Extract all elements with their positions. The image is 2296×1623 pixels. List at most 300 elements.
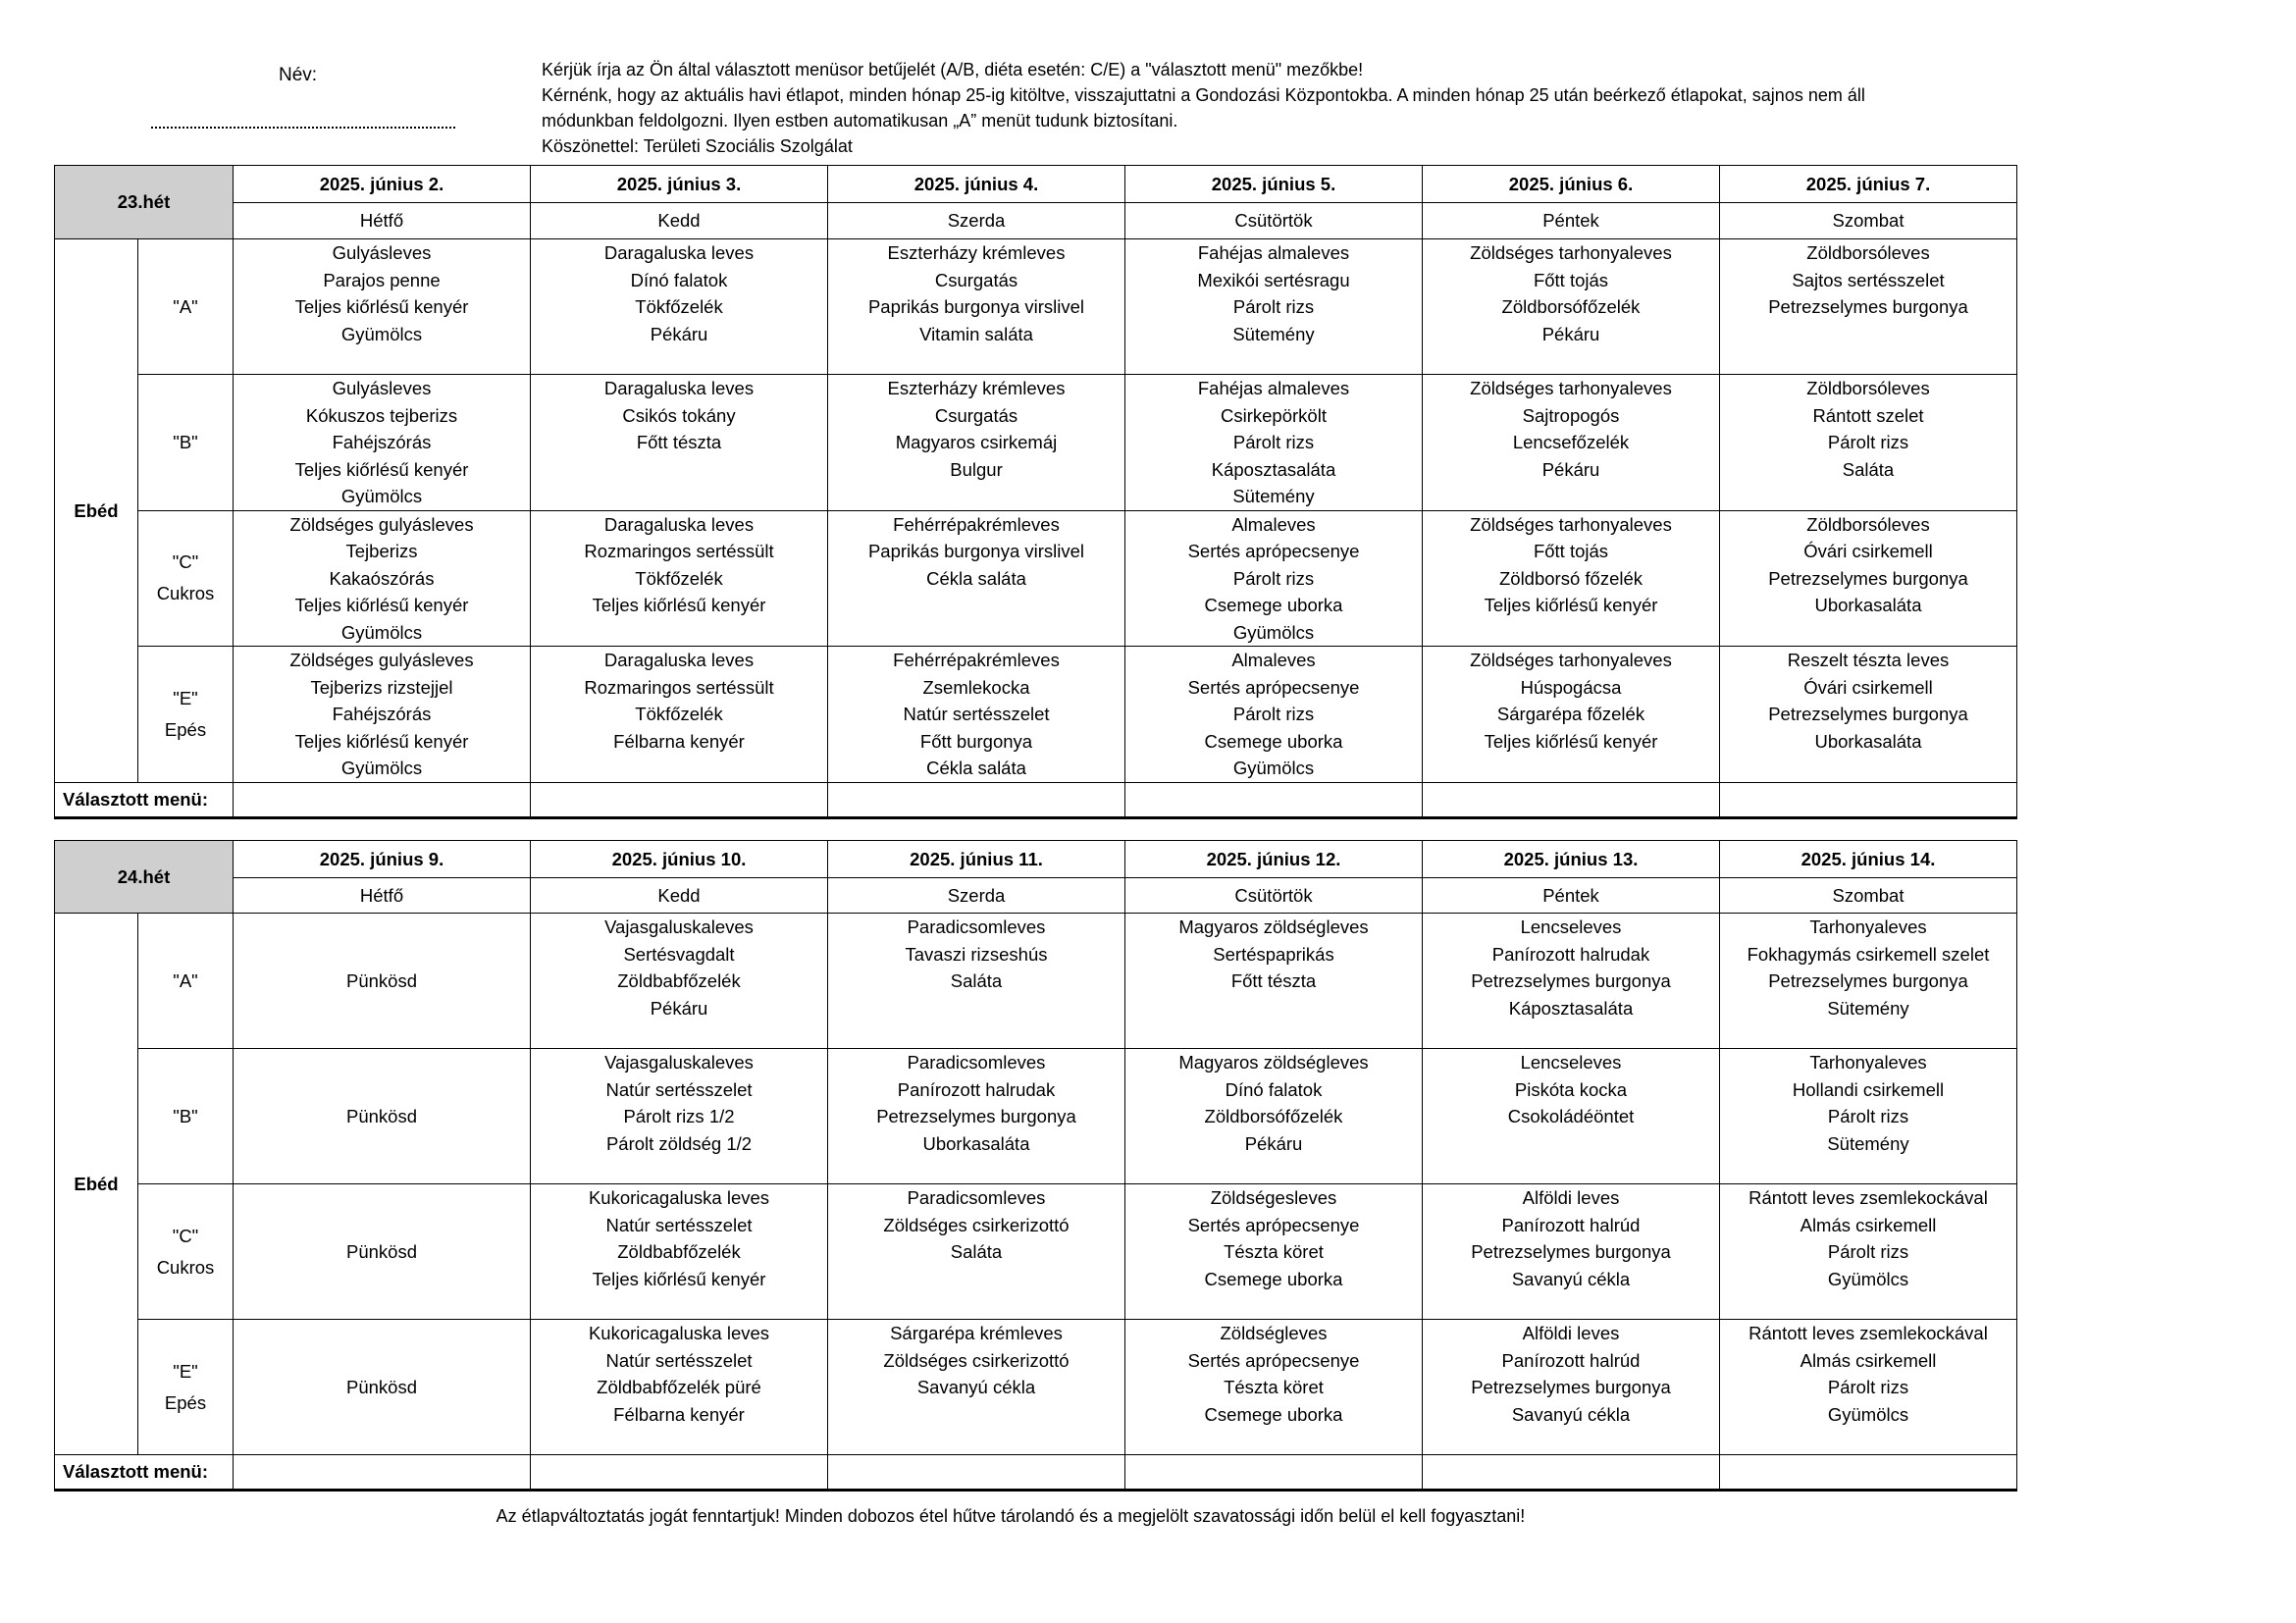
day-header: Péntek (1423, 878, 1720, 914)
dish: Kukoricagaluska leves (588, 1323, 770, 1343)
date-header: 2025. június 11. (828, 841, 1125, 878)
date-header: 2025. június 3. (531, 166, 828, 203)
day-header: Csütörtök (1125, 203, 1423, 239)
dish: Lencsefőzelék (1512, 432, 1630, 452)
dish: Zöldséges csirkerizottó (883, 1349, 1070, 1371)
day-header: Szerda (828, 878, 1125, 914)
dish: Zöldséges gulyásleves (289, 650, 474, 670)
dish: Sütemény (1232, 323, 1315, 344)
menu-cell (1423, 914, 1720, 1049)
dish: Paprikás burgonya virslivel (867, 296, 1085, 317)
holiday-text: Pünkösd (346, 1240, 417, 1262)
variant-letter: "C" (172, 551, 199, 573)
dish: Csokoládéöntet (1507, 1106, 1635, 1126)
menu-cell (234, 375, 531, 511)
menu-cell (1125, 1049, 1423, 1184)
dish: Sajtropogós (1522, 404, 1620, 426)
dish: Zöldséges csirkerizottó (883, 1214, 1070, 1235)
day-header: Kedd (531, 878, 828, 914)
chosen-menu-row (55, 1455, 2017, 1491)
menu-cell (1125, 1184, 1423, 1320)
menu-cell (234, 239, 531, 375)
menu-row-c (55, 510, 2017, 647)
day-header: Szombat (1720, 203, 2017, 239)
dish: Pékáru (1541, 323, 1600, 344)
dish: Pékáru (650, 323, 708, 344)
menu-cell (828, 239, 1125, 375)
menu-cell (234, 1320, 531, 1455)
chosen-menu-field[interactable] (1125, 782, 1423, 817)
dish: Vajasgaluskaleves (604, 1052, 754, 1073)
date-header: 2025. június 2. (234, 166, 531, 203)
menu-variant-label (138, 510, 234, 647)
dish: Rántott szelet (1812, 404, 1924, 426)
dish: Fokhagymás csirkemell szelet (1747, 943, 1990, 965)
dish: Sertés aprópecsenye (1187, 541, 1360, 561)
dish: Sütemény (1232, 486, 1315, 506)
menu-cell (1125, 1320, 1423, 1455)
variant-diet: Cukros (156, 1256, 215, 1278)
dish: Savanyú cékla (916, 1377, 1036, 1397)
dish: Cékla saláta (926, 758, 1026, 778)
menu-variant-label (138, 1320, 234, 1455)
menu-row-a (55, 239, 2017, 375)
dish: Fahéjszórás (332, 704, 432, 724)
menu-cell (234, 1184, 531, 1320)
dish: Petrezselymes burgonya (1768, 296, 1968, 317)
menu-row-a (55, 914, 2017, 1049)
menu-cell (531, 510, 828, 647)
holiday-text: Pünkösd (346, 969, 417, 991)
dish: Tarhonyaleves (1809, 1052, 1927, 1073)
dish: Párolt rizs (1827, 1241, 1909, 1262)
variant-letter: "C" (172, 1225, 199, 1246)
chosen-menu-field[interactable] (828, 1455, 1125, 1491)
menu-variant-label (138, 647, 234, 783)
dish: Gyümölcs (1232, 621, 1315, 643)
dish: Fahéjszórás (332, 432, 432, 452)
variant-letter: "B" (173, 431, 198, 452)
dish: Gyümölcs (340, 486, 423, 506)
dish: Húspogácsa (1520, 676, 1622, 698)
dish: Petrezselymes burgonya (1471, 1377, 1671, 1397)
dish: Lencseleves (1520, 916, 1622, 937)
variant-letter: "A" (173, 969, 198, 991)
date-header: 2025. június 10. (531, 841, 828, 878)
chosen-menu-label: Választott menü: (55, 782, 234, 817)
dish: Sütemény (1827, 1132, 1909, 1154)
dish: Lencseleves (1520, 1052, 1622, 1073)
dish: Gyümölcs (1827, 1268, 1909, 1289)
instruction-line: módunkban feldolgozni. Ilyen estben automatikusan „A” menüt tudunk biztosítani. (542, 111, 1178, 131)
menu-cell (1423, 1049, 1720, 1184)
dish: Paradicsomleves (907, 1187, 1046, 1208)
dish: Daragaluska leves (603, 650, 755, 670)
dish: Gyümölcs (340, 621, 423, 643)
dish: Párolt rizs (1827, 1106, 1909, 1126)
dish: Paradicsomleves (907, 916, 1046, 937)
dish: Petrezselymes burgonya (876, 1106, 1076, 1126)
day-header: Hétfő (234, 878, 531, 914)
dish: Tarhonyaleves (1809, 916, 1927, 937)
menu-cell (1423, 239, 1720, 375)
dish: Csikós tokány (622, 404, 736, 426)
menu-row-b (55, 1049, 2017, 1184)
dish: Pékáru (650, 997, 708, 1019)
dish: Saláta (950, 1241, 1003, 1262)
dish: Zöldséges tarhonyaleves (1470, 650, 1672, 670)
dish: Paradicsomleves (907, 1052, 1046, 1073)
week-label: 24.hét (55, 841, 234, 914)
menu-cell (531, 375, 828, 511)
dish: Tészta köret (1224, 1241, 1324, 1262)
dish: Gyümölcs (340, 323, 423, 344)
dish: Saláta (1842, 458, 1895, 480)
dish: Zöldséges tarhonyaleves (1470, 242, 1672, 263)
dish: Zöldborsóleves (1806, 513, 1930, 535)
variant-diet: Cukros (156, 583, 215, 604)
dish: Gyümölcs (340, 758, 423, 778)
holiday-text: Pünkösd (346, 1105, 417, 1126)
dish: Tejberizs (345, 541, 418, 561)
date-header: 2025. június 12. (1125, 841, 1423, 878)
dish: Teljes kiőrlésű kenyér (294, 595, 469, 615)
week-24-table (54, 840, 2017, 1492)
dish: Daragaluska leves (603, 513, 755, 535)
dish: Petrezselymes burgonya (1471, 970, 1671, 991)
variant-letter: "E" (173, 687, 198, 708)
dish: Párolt rizs (1232, 704, 1315, 724)
dish: Sertésvagdalt (623, 943, 735, 965)
dish: Eszterházy krémleves (887, 242, 1066, 263)
dish: Rozmaringos sertéssült (584, 676, 774, 698)
footer-note: Az étlapváltoztatás jogát fenntartjuk! Minden dobozos étel hűtve tárolandó és a megjelölt szavatossági időn belül el kell fogyasztani! (496, 1506, 1526, 1526)
dish: Panírozott halrúd (1501, 1214, 1641, 1235)
dish: Fehérrépakrémleves (893, 650, 1060, 670)
menu-row-e (55, 647, 2017, 783)
instruction-line: Kérjük írja az Ön által választott menüsor betűjelét (A/B, diéta esetén: C/E) a "választott menü" mezőkbe! (542, 60, 1364, 79)
dish: Gyümölcs (1827, 1403, 1909, 1425)
chosen-menu-field[interactable] (531, 782, 828, 817)
dish: Dínó falatok (630, 269, 728, 290)
dish: Bulgur (950, 458, 1003, 480)
dish: Csemege uborka (1204, 730, 1343, 752)
menu-cell (1720, 1184, 2017, 1320)
dish: Teljes kiőrlésű kenyér (592, 1268, 766, 1289)
dish: Zöldborsóleves (1806, 242, 1930, 263)
dish: Káposztasaláta (1211, 458, 1336, 480)
chosen-menu-label: Választott menü: (55, 1455, 234, 1491)
dish: Párolt rizs (1232, 567, 1315, 589)
dish: Natúr sertésszelet (903, 704, 1050, 724)
chosen-menu-field[interactable] (531, 1455, 828, 1491)
dish: Félbarna kenyér (613, 730, 745, 752)
dish: Teljes kiőrlésű kenyér (592, 595, 766, 615)
dish: Piskóta kocka (1514, 1078, 1628, 1100)
menu-cell (531, 239, 828, 375)
dish: Rántott leves zsemlekockával (1748, 1187, 1988, 1208)
dish: Daragaluska leves (603, 242, 755, 263)
dish: Zöldborsófőzelék (1204, 1106, 1343, 1126)
day-header: Kedd (531, 203, 828, 239)
menu-cell (1423, 647, 1720, 783)
dish: Sertéspaprikás (1213, 943, 1334, 965)
date-header: 2025. június 9. (234, 841, 531, 878)
dish: Tökfőzelék (635, 567, 723, 589)
menu-cell (234, 1049, 531, 1184)
instruction-line: Köszönettel: Területi Szociális Szolgálat (542, 136, 853, 156)
dish: Tökfőzelék (635, 704, 723, 724)
dish: Gulyásleves (332, 242, 432, 263)
dish: Párolt rizs (1232, 296, 1315, 317)
dish: Csirkepörkölt (1221, 404, 1327, 426)
dish: Főtt tészta (636, 432, 722, 452)
dish: Petrezselymes burgonya (1768, 567, 1968, 589)
chosen-menu-field[interactable] (234, 1455, 531, 1491)
instructions (542, 57, 1994, 159)
dish: Natúr sertésszelet (605, 1214, 753, 1235)
holiday-text: Pünkösd (346, 1376, 417, 1397)
dish: Panírozott halrudak (897, 1078, 1056, 1100)
dish: Gulyásleves (332, 378, 432, 398)
menu-variant-label (138, 1049, 234, 1184)
dish: Sütemény (1827, 997, 1909, 1019)
dish: Mexikói sertésragu (1197, 269, 1350, 290)
menu-variant-label (138, 914, 234, 1049)
dish: Teljes kiőrlésű kenyér (294, 296, 469, 317)
meal-label: Ebéd (55, 239, 138, 783)
dish: Főtt tojás (1533, 541, 1609, 561)
dish: Fehérrépakrémleves (893, 513, 1060, 535)
dish: Parajos penne (323, 269, 441, 290)
dish: Teljes kiőrlésű kenyér (1484, 595, 1658, 615)
variant-diet: Epés (164, 718, 207, 740)
dish: Csurgatás (934, 269, 1018, 290)
dish: Eszterházy krémleves (887, 378, 1066, 398)
chosen-menu-field[interactable] (1720, 1455, 2017, 1491)
dish: Zsemlekocka (922, 676, 1030, 698)
chosen-menu-field[interactable] (1720, 782, 2017, 817)
menu-cell (828, 1184, 1125, 1320)
meal-label: Ebéd (55, 914, 138, 1455)
dish: Almaleves (1231, 513, 1316, 535)
dish: Uborkasaláta (922, 1132, 1030, 1154)
menu-cell (1423, 510, 1720, 647)
variant-diet: Epés (164, 1391, 207, 1413)
dish: Zöldséges tarhonyaleves (1470, 378, 1672, 398)
date-header: 2025. június 4. (828, 166, 1125, 203)
dish: Savanyú cékla (1511, 1403, 1631, 1425)
dish: Zöldbabfőzelék (617, 970, 741, 991)
dish: Petrezselymes burgonya (1768, 704, 1968, 724)
dish: Sertés aprópecsenye (1187, 1214, 1360, 1235)
menu-cell (828, 375, 1125, 511)
menu-cell (828, 1320, 1125, 1455)
dish: Panírozott halrudak (1491, 943, 1650, 965)
dish: Rozmaringos sertéssült (584, 541, 774, 561)
dish: Zöldséges gulyásleves (289, 513, 474, 535)
dish: Zöldborsó főzelék (1498, 567, 1644, 589)
menu-variant-label (138, 1184, 234, 1320)
dish: Csemege uborka (1204, 1268, 1343, 1289)
instruction-line: Kérnénk, hogy az aktuális havi étlapot, minden hónap 25-ig kitöltve, visszajuttatni a Gondozási Központokba. A minden hónap 25 után beérkező étlapokat, sajnos nem áll (542, 85, 1865, 105)
dish: Teljes kiőrlésű kenyér (294, 458, 469, 480)
dish: Savanyú cékla (1511, 1268, 1631, 1289)
dish: Almás csirkemell (1800, 1214, 1937, 1235)
menu-row-c (55, 1184, 2017, 1320)
menu-row-e (55, 1320, 2017, 1455)
dish: Uborkasaláta (1814, 595, 1922, 615)
menu-cell (1720, 239, 2017, 375)
dish: Csurgatás (934, 404, 1018, 426)
chosen-menu-field[interactable] (1423, 1455, 1720, 1491)
dish: Sajtos sertésszelet (1792, 269, 1945, 290)
dish: Óvári csirkemell (1803, 541, 1933, 561)
date-header: 2025. június 6. (1423, 166, 1720, 203)
dish: Almás csirkemell (1800, 1349, 1937, 1371)
dish: Fahéjas almaleves (1197, 378, 1350, 398)
menu-cell (531, 1320, 828, 1455)
dish: Fahéjas almaleves (1197, 242, 1350, 263)
name-label: Név: (279, 65, 318, 85)
dish: Petrezselymes burgonya (1768, 970, 1968, 991)
variant-letter: "E" (173, 1360, 198, 1382)
dish: Pékáru (1541, 458, 1600, 480)
menu-variant-label (138, 375, 234, 511)
dish: Párolt rizs 1/2 (623, 1106, 735, 1126)
chosen-menu-field[interactable] (828, 782, 1125, 817)
date-header: 2025. június 13. (1423, 841, 1720, 878)
menu-cell (531, 1049, 828, 1184)
date-header: 2025. június 5. (1125, 166, 1423, 203)
dish: Párolt zöldség 1/2 (605, 1132, 753, 1154)
dish: Párolt rizs (1827, 432, 1909, 452)
dish: Magyaros zöldségleves (1178, 1052, 1369, 1073)
dish: Saláta (950, 970, 1003, 991)
dish: Vajasgaluskaleves (604, 916, 754, 937)
dish: Félbarna kenyér (613, 1403, 745, 1425)
dish: Dínó falatok (1225, 1078, 1323, 1100)
dish: Óvári csirkemell (1803, 676, 1933, 698)
name-field[interactable] (151, 126, 455, 129)
dish: Petrezselymes burgonya (1471, 1241, 1671, 1262)
dish: Vitamin saláta (919, 323, 1033, 344)
menu-variant-label (138, 239, 234, 375)
chosen-menu-field[interactable] (1125, 1455, 1423, 1491)
menu-cell (234, 510, 531, 647)
menu-cell (1125, 375, 1423, 511)
day-header: Szombat (1720, 878, 2017, 914)
day-header: Csütörtök (1125, 878, 1423, 914)
menu-cell (1423, 375, 1720, 511)
menu-cell (1423, 1184, 1720, 1320)
week-label: 23.hét (55, 166, 234, 239)
dish: Főtt tojás (1533, 269, 1609, 290)
dish: Zöldséges tarhonyaleves (1470, 513, 1672, 535)
menu-cell (1125, 647, 1423, 783)
dish: Tavaszi rizseshús (905, 943, 1048, 965)
menu-cell (234, 914, 531, 1049)
dish: Natúr sertésszelet (605, 1349, 753, 1371)
dish: Alföldi leves (1522, 1187, 1620, 1208)
dish: Káposztasaláta (1508, 997, 1634, 1019)
menu-cell (828, 1049, 1125, 1184)
dish: Párolt rizs (1827, 1377, 1909, 1397)
menu-cell (828, 914, 1125, 1049)
dish: Hollandi csirkemell (1792, 1078, 1945, 1100)
dish: Csemege uborka (1204, 1403, 1343, 1425)
menu-cell (1720, 914, 2017, 1049)
dish: Sertés aprópecsenye (1187, 1349, 1360, 1371)
menu-cell (1720, 375, 2017, 511)
day-header: Szerda (828, 203, 1125, 239)
dish: Csemege uborka (1204, 595, 1343, 615)
dish: Pékáru (1244, 1132, 1303, 1154)
dish: Zöldségesleves (1210, 1187, 1337, 1208)
dish: Sárgarépa főzelék (1496, 704, 1645, 724)
menu-cell (1125, 510, 1423, 647)
dish: Főtt burgonya (919, 730, 1033, 752)
menu-cell (1125, 239, 1423, 375)
dish: Sertés aprópecsenye (1187, 676, 1360, 698)
menu-cell (531, 647, 828, 783)
dish: Teljes kiőrlésű kenyér (294, 730, 469, 752)
day-header: Hétfő (234, 203, 531, 239)
chosen-menu-field[interactable] (1423, 782, 1720, 817)
menu-cell (1720, 1049, 2017, 1184)
dish: Magyaros zöldségleves (1178, 916, 1369, 937)
dish: Teljes kiőrlésű kenyér (1484, 730, 1658, 752)
dish: Főtt tészta (1230, 970, 1317, 991)
menu-cell (531, 1184, 828, 1320)
menu-cell (234, 647, 531, 783)
menu-cell (1720, 510, 2017, 647)
variant-letter: "A" (173, 295, 198, 317)
dish: Rántott leves zsemlekockával (1748, 1323, 1988, 1343)
dish: Tejberizs rizstejjel (310, 676, 453, 698)
dish: Gyümölcs (1232, 758, 1315, 778)
menu-cell (1423, 1320, 1720, 1455)
dish: Alföldi leves (1522, 1323, 1620, 1343)
menu-cell (1125, 914, 1423, 1049)
dish: Tészta köret (1224, 1377, 1324, 1397)
menu-cell (828, 647, 1125, 783)
date-header: 2025. június 14. (1720, 841, 2017, 878)
dish: Kakaószórás (329, 567, 435, 589)
dish: Zöldbabfőzelék püré (597, 1377, 761, 1397)
dish: Zöldborsófőzelék (1501, 296, 1641, 317)
dish: Sárgarépa krémleves (890, 1323, 1063, 1343)
menu-cell (1720, 1320, 2017, 1455)
menu-row-b (55, 375, 2017, 511)
dish: Zöldbabfőzelék (617, 1241, 741, 1262)
menu-cell (531, 914, 828, 1049)
dish: Paprikás burgonya virslivel (867, 541, 1085, 561)
dish: Kókuszos tejberizs (305, 404, 458, 426)
dish: Párolt rizs (1232, 432, 1315, 452)
week-23-table (54, 165, 2017, 819)
day-header: Péntek (1423, 203, 1720, 239)
dish: Reszelt tészta leves (1787, 650, 1950, 670)
dish: Magyaros csirkemáj (895, 432, 1058, 452)
variant-letter: "B" (173, 1105, 198, 1126)
dish: Almaleves (1231, 650, 1316, 670)
menu-cell (1720, 647, 2017, 783)
dish: Tökfőzelék (635, 296, 723, 317)
dish: Cékla saláta (926, 567, 1026, 589)
dish: Uborkasaláta (1814, 730, 1922, 752)
chosen-menu-field[interactable] (234, 782, 531, 817)
